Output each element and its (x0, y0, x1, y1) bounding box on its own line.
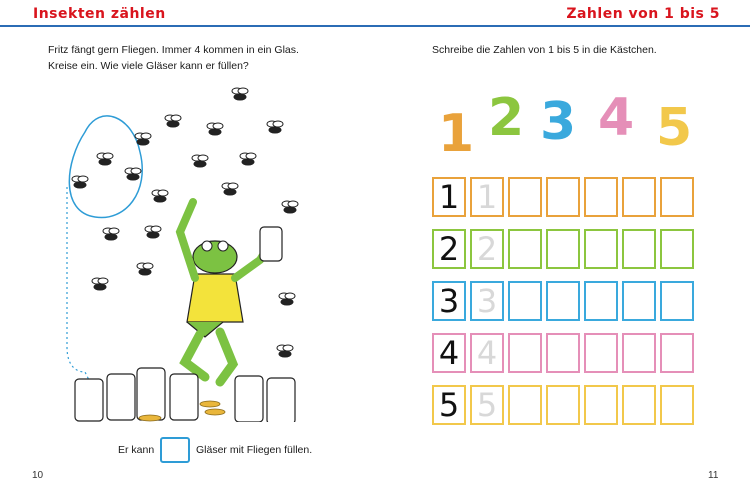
cell-blank[interactable] (546, 333, 580, 373)
cell-blank[interactable] (546, 177, 580, 217)
grid-row-2 (432, 229, 698, 275)
answer-suffix: Gläser mit Fliegen füllen. (196, 444, 313, 456)
grid-row-1 (432, 177, 698, 223)
cell-blank[interactable] (508, 281, 542, 321)
right-page-header (375, 0, 750, 26)
left-page-header (0, 0, 375, 26)
instruction-line-2: Kreise ein. Wie viele Gläser kann er füllen? (48, 60, 249, 72)
cell-blank[interactable] (584, 281, 618, 321)
cell-trace[interactable]: 1 (470, 177, 504, 217)
cell-trace[interactable]: 4 (470, 333, 504, 373)
net-loop (69, 116, 142, 218)
header-rule-right (375, 25, 750, 27)
cell-example-solid: 2 (432, 229, 466, 269)
grid-row-4 (432, 333, 698, 379)
frog-fritz (180, 202, 282, 382)
frog-catching-flies-illustration (55, 82, 325, 422)
cell-blank[interactable] (546, 281, 580, 321)
model-digit-2: 2 (488, 88, 525, 148)
grid-row-3 (432, 281, 698, 327)
cell-blank[interactable] (546, 229, 580, 269)
cell-blank[interactable] (584, 385, 618, 425)
cell-blank[interactable] (660, 333, 694, 373)
cell-blank[interactable] (622, 281, 656, 321)
cell-blank[interactable] (660, 281, 694, 321)
cell-blank[interactable] (508, 385, 542, 425)
cell-blank[interactable] (622, 177, 656, 217)
cell-blank[interactable] (622, 385, 656, 425)
model-digit-4: 4 (598, 88, 635, 148)
answer-input-box[interactable] (160, 437, 190, 463)
grid-row-5 (432, 385, 698, 431)
page-number-left: 10 (32, 470, 44, 481)
net-handle-arrow (67, 187, 90, 382)
cell-blank[interactable] (508, 333, 542, 373)
page-title-right: Zahlen von 1 bis 5 (566, 6, 720, 22)
cell-blank[interactable] (660, 177, 694, 217)
cell-blank[interactable] (660, 385, 694, 425)
model-digit-5: 5 (656, 98, 693, 158)
cell-example-solid: 1 (432, 177, 466, 217)
cell-blank[interactable] (584, 229, 618, 269)
cell-trace[interactable]: 3 (470, 281, 504, 321)
cell-example-solid: 3 (432, 281, 466, 321)
model-digit-3: 3 (540, 92, 577, 152)
cell-blank[interactable] (508, 177, 542, 217)
cell-blank[interactable] (508, 229, 542, 269)
cell-blank[interactable] (584, 333, 618, 373)
page-title-left: Insekten zählen (33, 6, 166, 22)
cell-example-solid: 4 (432, 333, 466, 373)
cell-trace[interactable]: 5 (470, 385, 504, 425)
cell-blank[interactable] (546, 385, 580, 425)
cell-blank[interactable] (622, 333, 656, 373)
instruction-line-1: Fritz fängt gern Fliegen. Immer 4 kommen in ein Glas. (48, 44, 299, 56)
cell-example-solid: 5 (432, 385, 466, 425)
model-digit-1: 1 (438, 104, 475, 164)
glass-jars (75, 368, 295, 422)
answer-prefix: Er kann (118, 444, 155, 456)
page-number-right: 11 (708, 470, 719, 481)
cell-blank[interactable] (584, 177, 618, 217)
cell-blank[interactable] (660, 229, 694, 269)
cell-blank[interactable] (622, 229, 656, 269)
instruction-right: Schreibe die Zahlen von 1 bis 5 in die Kästchen. (432, 44, 657, 56)
header-rule-left (0, 25, 375, 27)
cell-trace[interactable]: 2 (470, 229, 504, 269)
